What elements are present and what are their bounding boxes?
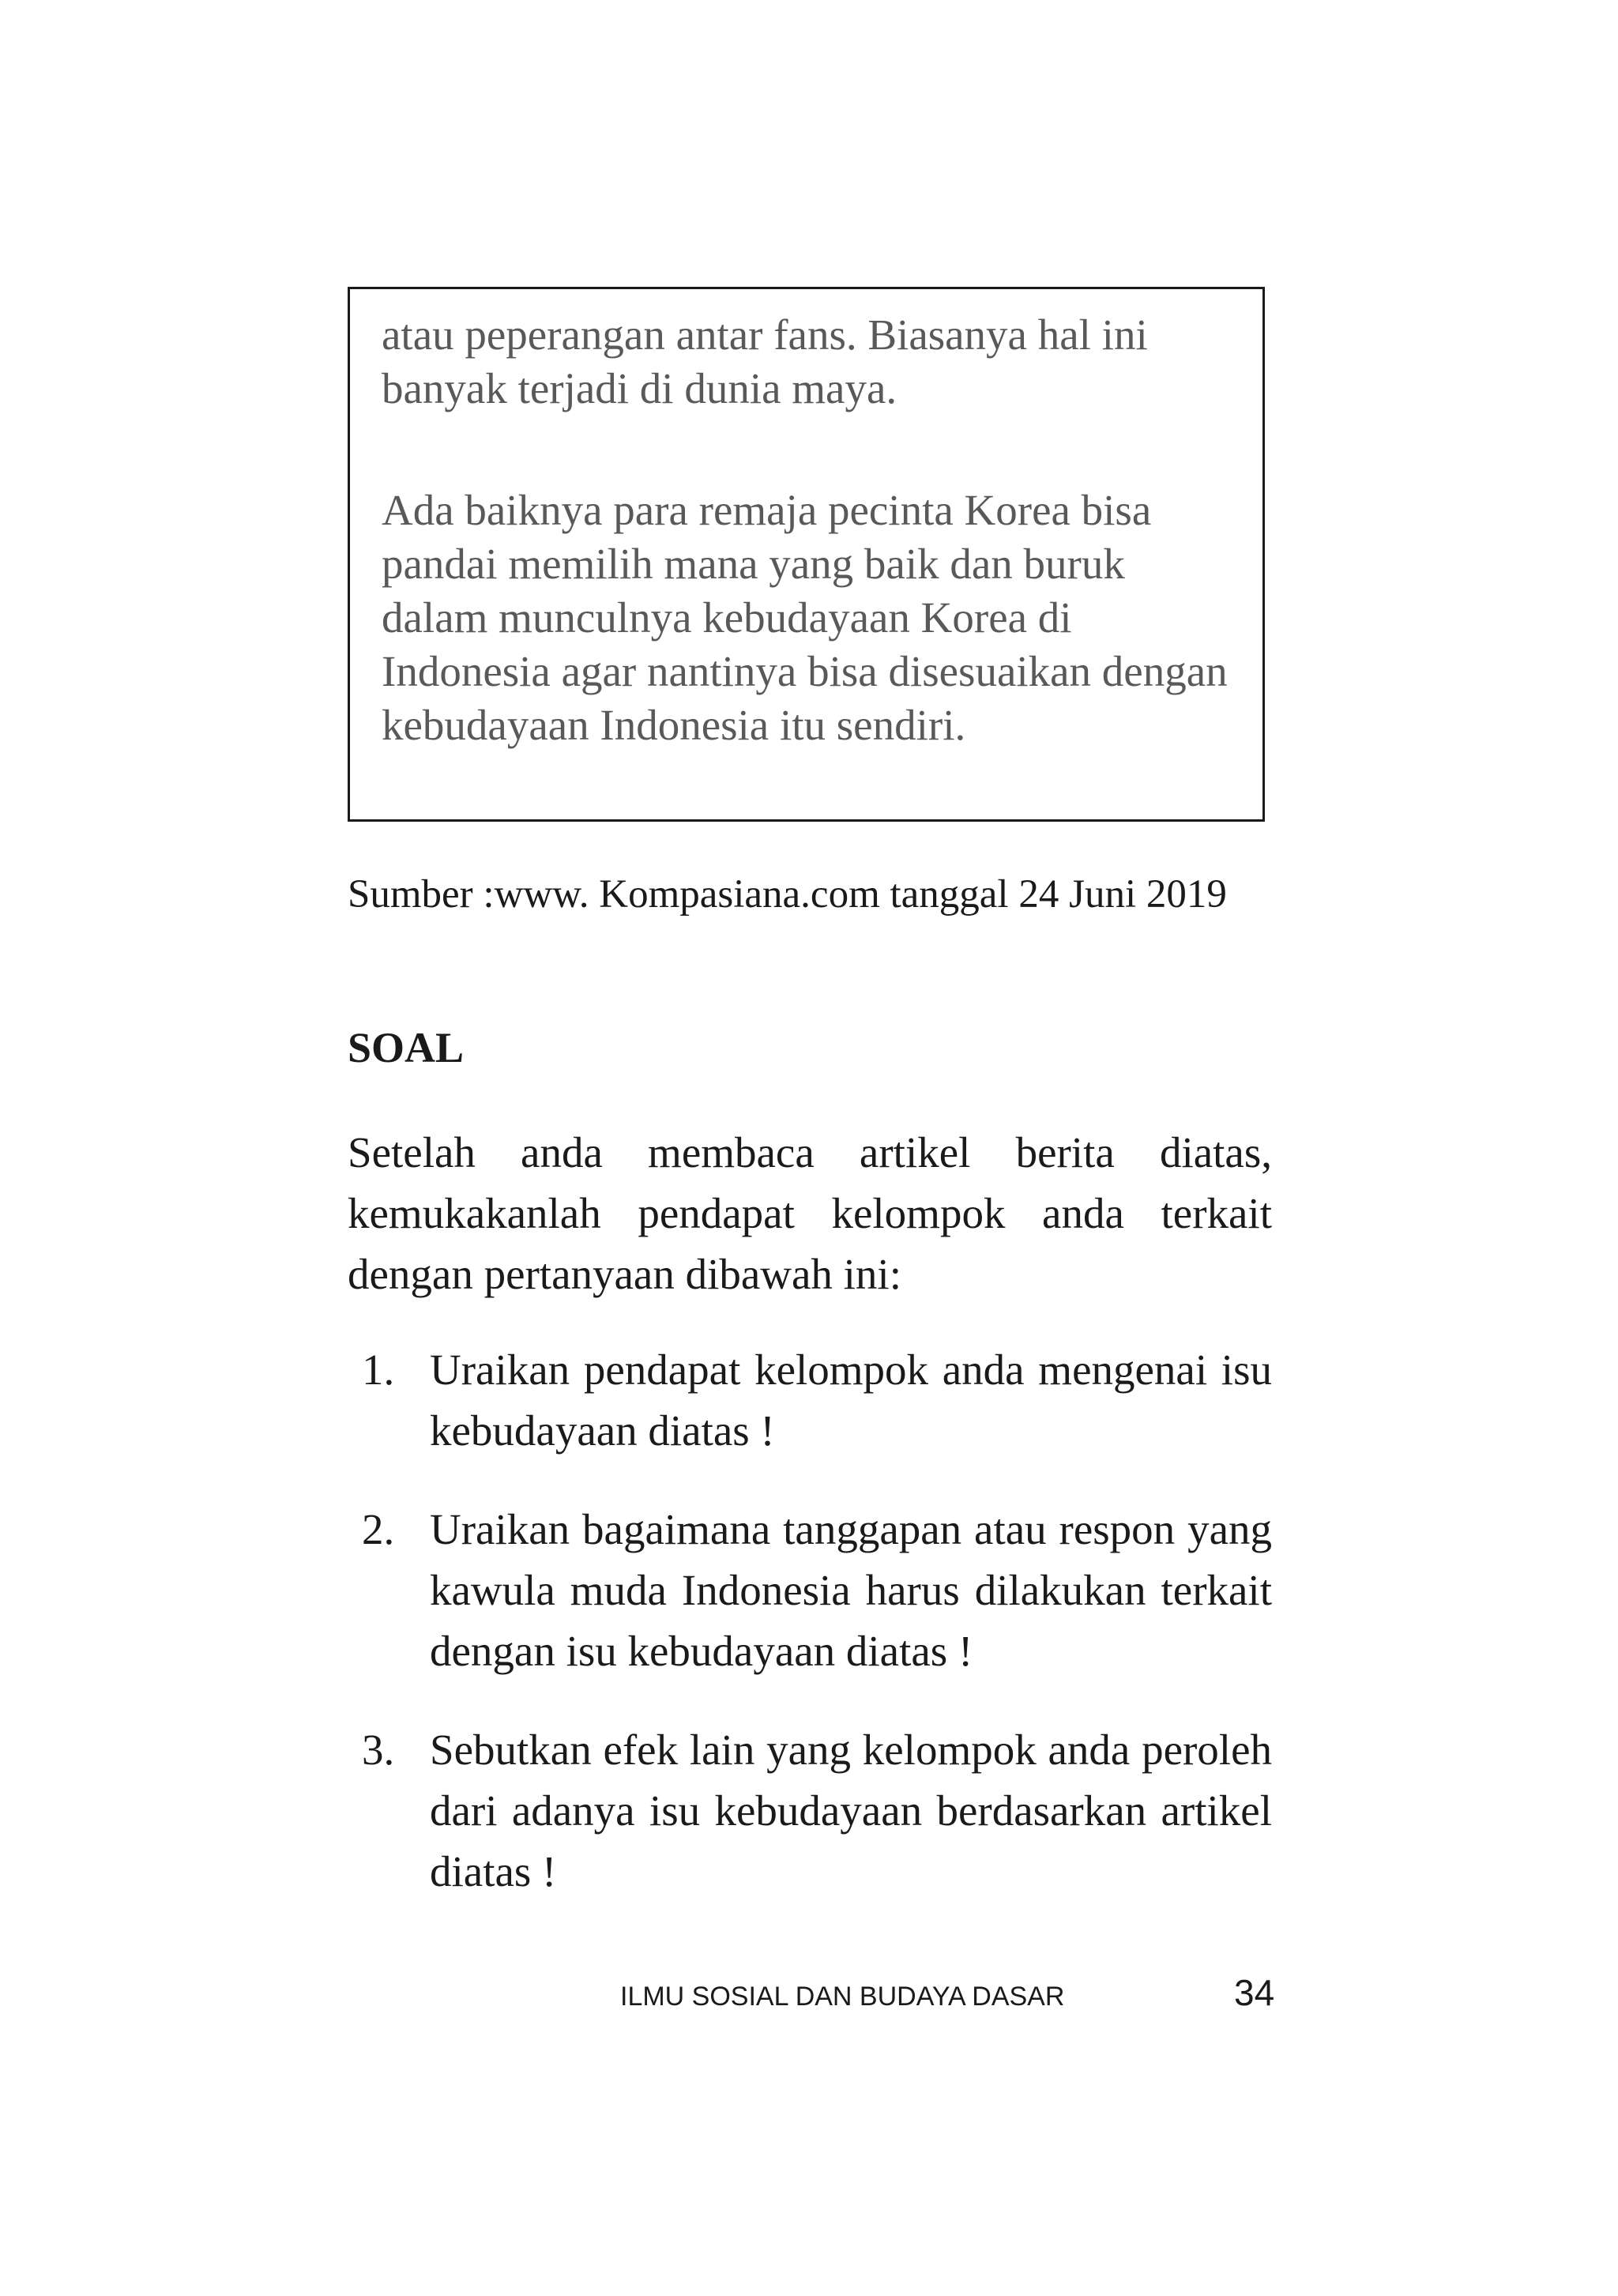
question-text: Sebutkan efek lain yang kelompok anda peroleh dari adanya isu kebudayaan berdasarkan artikel diatas ! bbox=[430, 1726, 1272, 1895]
question-list bbox=[348, 1339, 1272, 1940]
section-heading: SOAL bbox=[348, 1024, 465, 1071]
question-item bbox=[348, 1339, 1272, 1461]
question-item bbox=[348, 1499, 1272, 1681]
page-number: 34 bbox=[1234, 1972, 1275, 2013]
article-excerpt-box bbox=[348, 287, 1265, 822]
article-paragraph: Ada baiknya para remaja pecinta Korea bisa pandai memilih mana yang baik dan buruk dalam munculnya kebudayaan Korea di Indonesia agar nantinya bisa disesuaikan dengan kebudayaan Indonesia itu sendiri. bbox=[382, 486, 1228, 749]
question-number: 1. bbox=[362, 1346, 395, 1394]
question-number: 3. bbox=[362, 1726, 395, 1774]
question-text: Uraikan bagaimana tanggapan atau respon yang kawula muda Indonesia harus dilakukan terkait dengan isu kebudayaan diatas ! bbox=[430, 1505, 1272, 1675]
question-item bbox=[348, 1719, 1272, 1902]
source-citation: Sumber :www. Kompasiana.com tanggal 24 Juni 2019 bbox=[348, 872, 1227, 917]
question-number: 2. bbox=[362, 1505, 395, 1553]
question-text: Uraikan pendapat kelompok anda mengenai isu kebudayaan diatas ! bbox=[430, 1346, 1272, 1455]
footer-book-title: ILMU SOSIAL DAN BUDAYA DASAR bbox=[620, 1982, 1065, 2012]
article-paragraph: atau peperangan antar fans. Biasanya hal ini banyak terjadi di dunia maya. bbox=[382, 311, 1148, 412]
section-intro: Setelah anda membaca artikel berita diatas, kemukakanlah pendapat kelompok anda terkait dengan pertanyaan dibawah ini: bbox=[348, 1128, 1272, 1298]
